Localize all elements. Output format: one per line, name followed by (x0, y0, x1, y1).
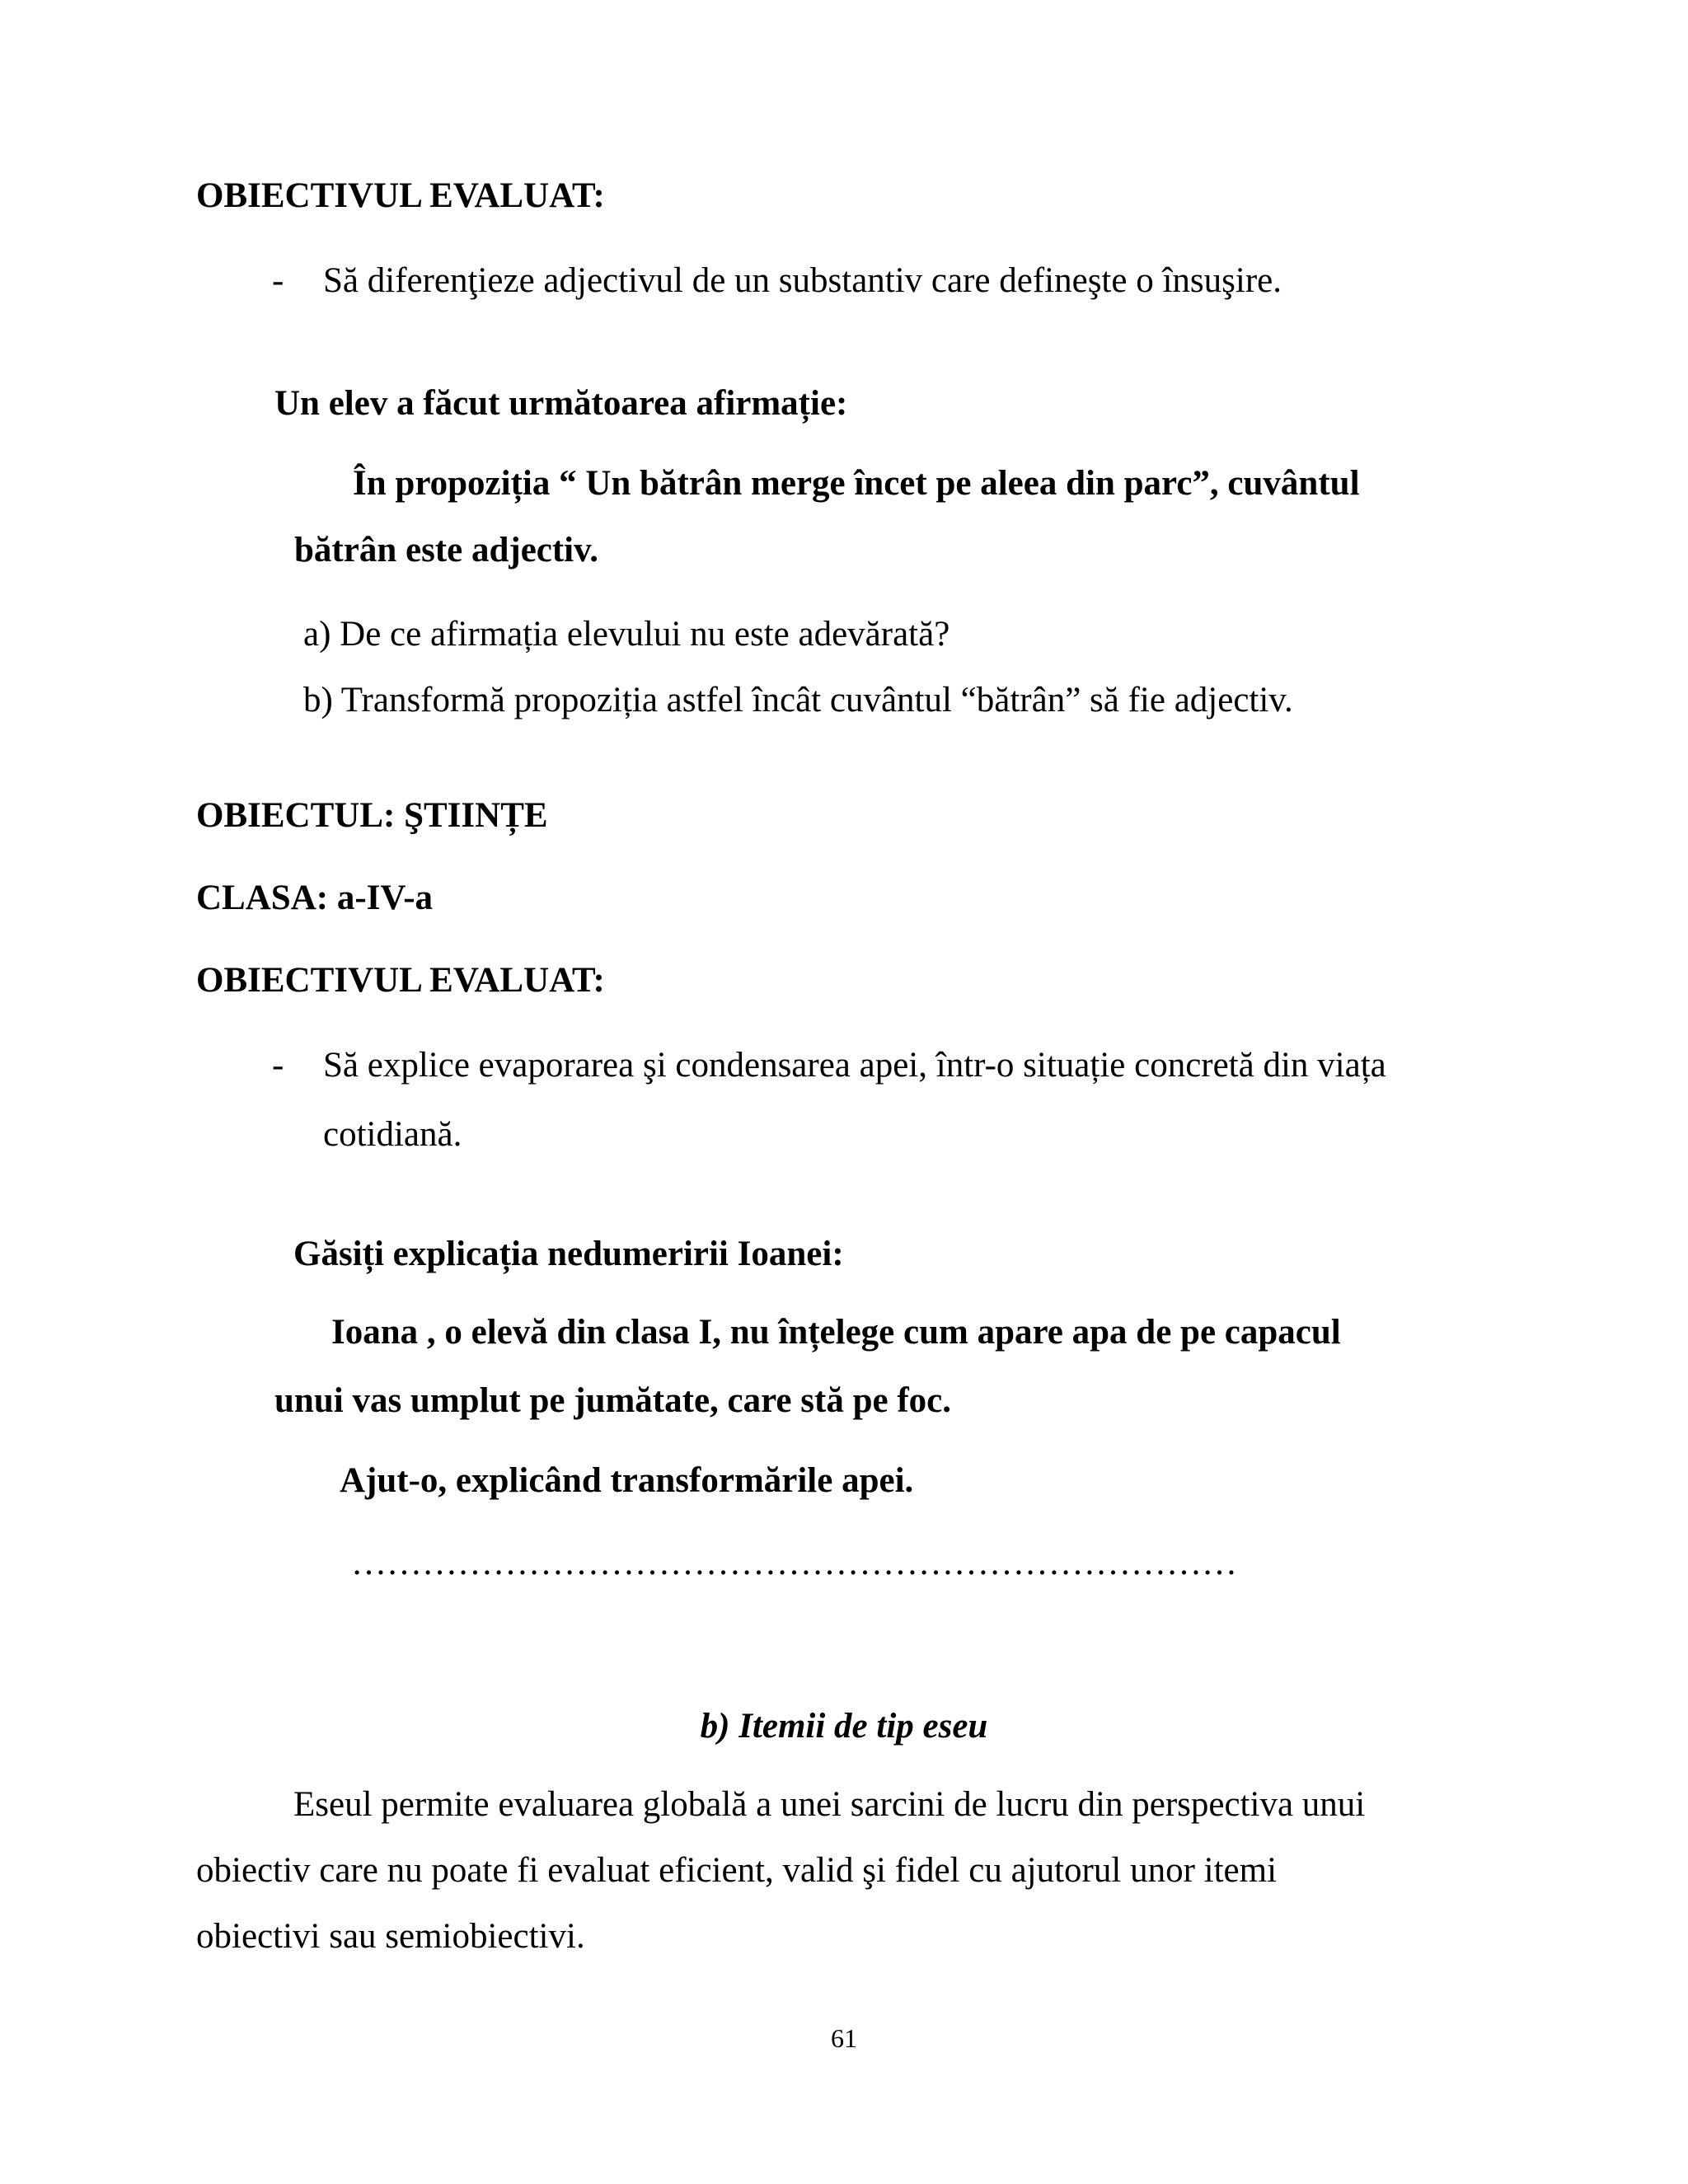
class-heading: CLASA: a-IV-a (196, 879, 434, 917)
scenario-line-1: Ioana , o elevă din clasa I, nu înțelege cum apare apa de pe capacul (331, 1313, 1341, 1352)
scenario-line-2: unui vas umplut pe jumătate, care stă pe foc. (274, 1381, 951, 1420)
objective-text: Să diferenţieze adjectivul de un substantiv care defineşte o însuşire. (323, 261, 1282, 300)
statement-line-2: bătrân este adjectiv. (294, 531, 599, 569)
paragraph-line-1: Eseul permite evaluarea globală a unei sarcini de lucru din perspectiva unui (293, 1785, 1366, 1824)
question-b: b) Transformă propoziția astfel încât cuvântul “bătrân” să fie adjectiv. (303, 681, 1293, 719)
question-prompt: Un elev a făcut următoarea afirmație: (274, 384, 848, 423)
subject-heading: OBIECTUL: ŞTIINȚE (196, 796, 548, 835)
paragraph-line-2: obiectiv care nu poate fi evaluat eficient, valid şi fidel cu ajutorul unor itemi (196, 1851, 1278, 1890)
bullet-dash: - (272, 1046, 284, 1085)
question-a: a) De ce afirmația elevului nu este adevărată? (303, 615, 950, 654)
statement-line-1: În propoziția “ Un bătrân merge încet pe aleea din parc”, cuvântul (353, 464, 1360, 503)
paragraph-line-3: obiectivi sau semiobiectivi. (196, 1917, 585, 1956)
answer-dotted-line: ………………………………………………………………… (351, 1544, 1237, 1582)
page-number: 61 (831, 2023, 857, 2053)
section-title (0, 1706, 1688, 1746)
section-title-text: b) Itemii de tip eseu (700, 1707, 988, 1746)
objective-text-line-1: Să explice evaporarea şi condensarea apei, într-o situație concretă din viața (323, 1046, 1386, 1085)
objective-heading: OBIECTIVUL EVALUAT: (196, 961, 605, 1000)
question-prompt: Găsiți explicația nedumeririi Ioanei: (293, 1235, 844, 1273)
bullet-dash: - (272, 261, 284, 300)
objective-heading: OBIECTIVUL EVALUAT: (196, 176, 605, 215)
objective-text-line-2: cotidiană. (323, 1115, 462, 1154)
instruction: Ajut-o, explicând transformările apei. (340, 1461, 914, 1500)
